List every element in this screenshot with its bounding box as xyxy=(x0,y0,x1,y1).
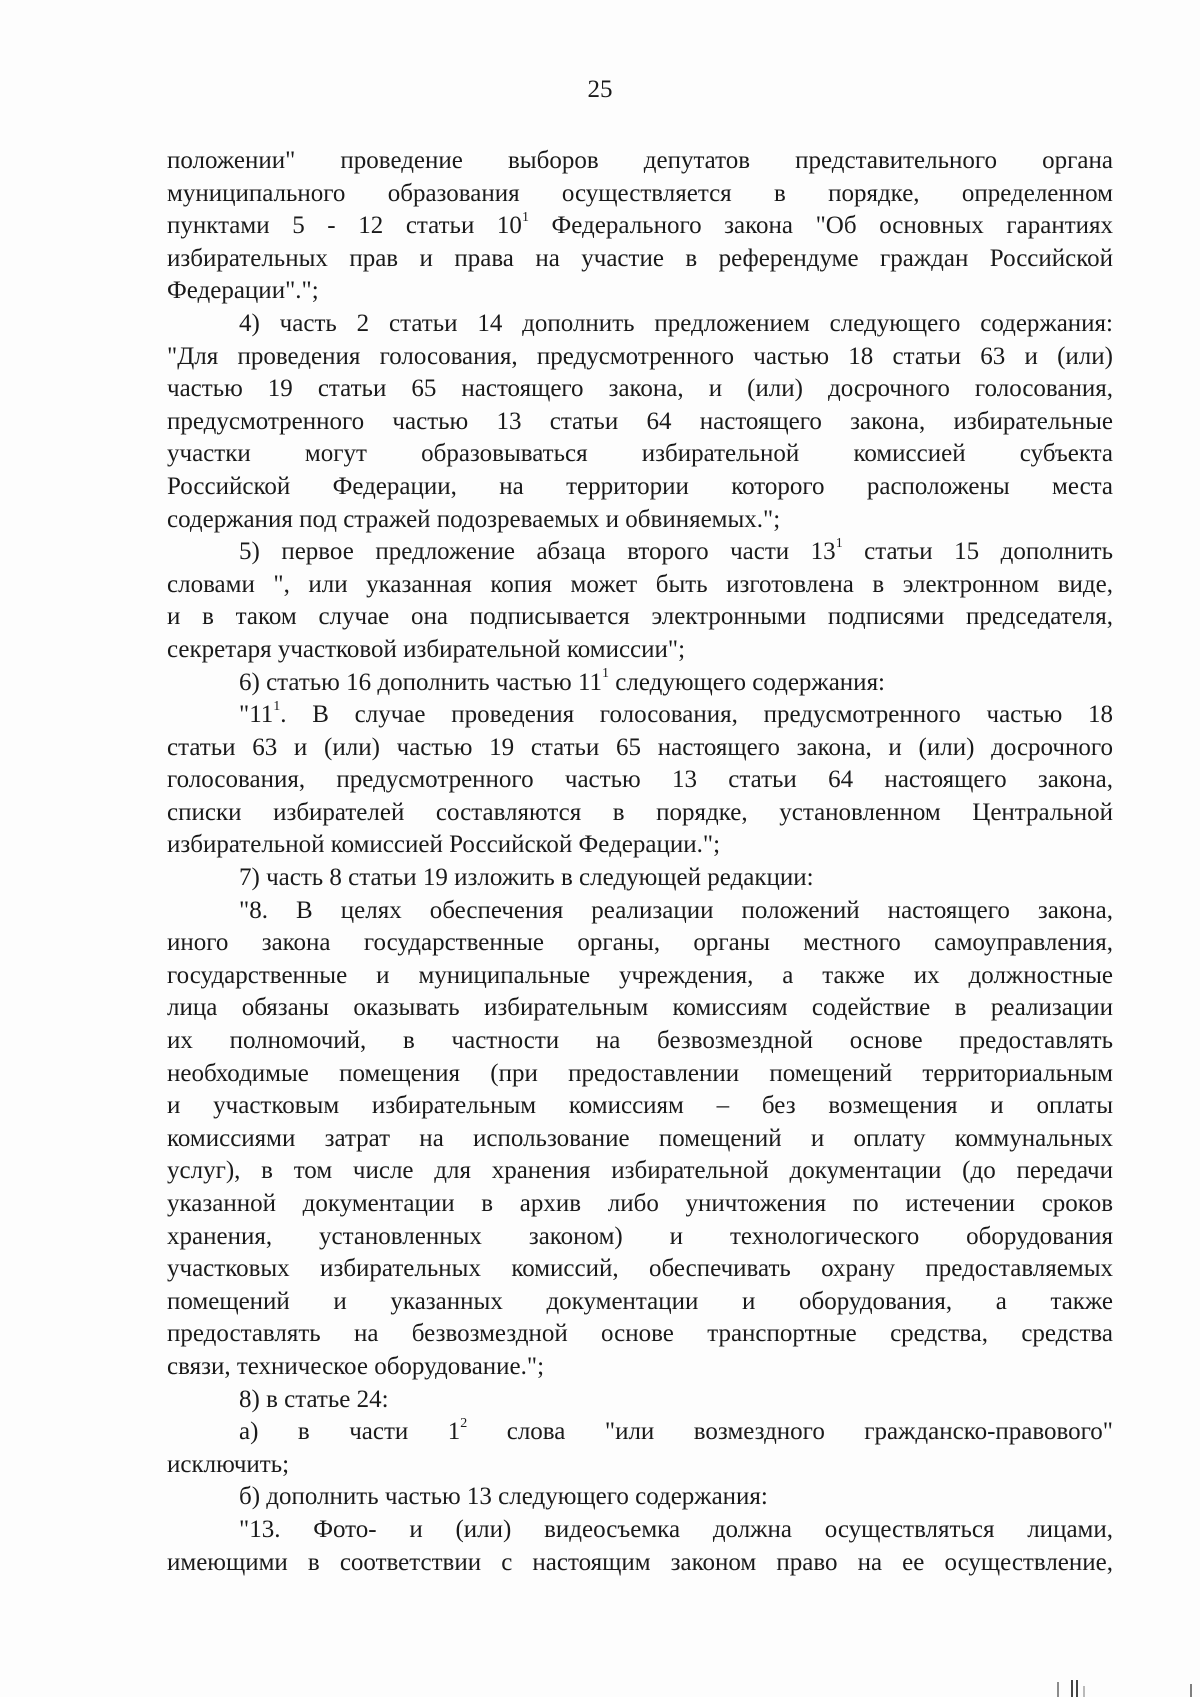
text-line xyxy=(167,667,1113,700)
superscript: 1 xyxy=(602,666,610,682)
text-line: избирательных прав и права на участие в референдуме граждан Российской xyxy=(167,244,1113,272)
paragraph-quote-11-1 xyxy=(167,699,1113,862)
text-line: 8) в статье 24: xyxy=(239,1385,389,1413)
paragraph-item-4 xyxy=(167,308,1113,536)
text-line xyxy=(167,210,1113,243)
text-line: их полномочий, в частности на безвозмездной основе предоставлять xyxy=(167,1027,1113,1055)
text-line: частью 19 статьи 65 настоящего закона, и (или) досрочного голосования, xyxy=(167,375,1113,403)
text-fragment: а) в части 1 xyxy=(239,1418,461,1446)
text-fragment: слова "или возмездного гражданско-правового" xyxy=(467,1418,1113,1446)
paragraph-quote-13 xyxy=(167,1514,1113,1579)
text-line: комиссиями затрат на использование помещений и оплату коммунальных xyxy=(167,1124,1113,1152)
text-line xyxy=(167,536,1113,569)
text-line: услуг), в том числе для хранения избирательной документации (до передачи xyxy=(167,1157,1113,1185)
text-line: участковых избирательных комиссий, обеспечивать охрану предоставляемых xyxy=(167,1255,1113,1283)
text-line xyxy=(167,1416,1113,1449)
text-line: имеющими в соответствии с настоящим законом право на ее осуществление, xyxy=(167,1548,1113,1576)
page-number: 25 xyxy=(587,76,613,103)
text-line: статьи 63 и (или) частью 19 статьи 65 настоящего закона, и (или) досрочного xyxy=(167,733,1113,761)
text-fragment: 6) статью 16 дополнить частью 11 xyxy=(239,668,603,696)
text-line xyxy=(167,699,1113,732)
text-line: хранения, установленных законом) и технологического оборудования xyxy=(167,1222,1113,1250)
text-line: 7) часть 8 статьи 19 изложить в следующей редакции: xyxy=(239,864,814,892)
text-line: списки избирателей составляются в порядке, установленном Центральной xyxy=(167,798,1113,826)
text-line: исключить; xyxy=(167,1450,290,1478)
text-fragment: "11 xyxy=(239,701,274,729)
text-line: и в таком случае она подписывается электронными подписями председателя, xyxy=(167,603,1113,631)
paragraph-item-6 xyxy=(167,667,1113,700)
text-line: необходимые помещения (при предоставлении помещений территориальным xyxy=(167,1059,1113,1087)
text-line: связи, техническое оборудование."; xyxy=(167,1352,545,1380)
document-body xyxy=(167,145,1113,1579)
paragraph-item-8 xyxy=(167,1384,1113,1417)
text-fragment: следующего содержания: xyxy=(609,668,886,696)
paragraph-item-8a xyxy=(167,1416,1113,1481)
text-line: муниципального образования осуществляется в порядке, определенном xyxy=(167,179,1113,207)
text-line: иного закона государственные органы, органы местного самоуправления, xyxy=(167,929,1113,957)
text-line: указанной документации в архив либо уничтожения по истечении сроков xyxy=(167,1190,1113,1217)
text-line: лица обязаны оказывать избирательным комиссиям содействие в реализации xyxy=(167,994,1113,1022)
text-line: предусмотренного частью 13 статьи 64 настоящего закона, избирательные xyxy=(167,407,1113,435)
scan-edge-marks xyxy=(1050,1676,1200,1697)
paragraph-quote-8 xyxy=(167,895,1113,1384)
superscript: 1 xyxy=(521,209,529,225)
text-line: участки могут образовываться избирательной комиссией субъекта xyxy=(167,440,1113,468)
paragraph-item-8b xyxy=(167,1481,1113,1514)
paragraph-item-5 xyxy=(167,536,1113,666)
paragraph-item-7 xyxy=(167,862,1113,895)
text-line: государственные и муниципальные учреждения, а также их должностные xyxy=(167,961,1113,989)
text-fragment: пунктами 5 - 12 статьи 10 xyxy=(167,212,522,240)
text-fragment: 5) первое предложение абзаца второго части 13 xyxy=(239,538,836,566)
text-line: секретаря участковой избирательной комиссии"; xyxy=(167,635,686,663)
text-line: положении" проведение выборов депутатов представительного органа xyxy=(167,147,1113,174)
text-line: помещений и указанных документации и оборудования, а также xyxy=(167,1287,1113,1315)
text-line: "8. В целях обеспечения реализации положений настоящего закона, xyxy=(239,896,1113,924)
text-line: избирательной комиссией Российской Федерации."; xyxy=(167,831,721,859)
text-line: содержания под стражей подозреваемых и обвиняемых."; xyxy=(167,505,781,533)
text-line: Российской Федерации, на территории которого расположены места xyxy=(167,472,1113,500)
superscript: 2 xyxy=(460,1415,468,1431)
text-line: "Для проведения голосования, предусмотренного частью 18 статьи 63 и (или) xyxy=(167,342,1113,370)
text-line: предоставлять на безвозмездной основе транспортные средства, средства xyxy=(167,1320,1113,1348)
text-fragment: статьи 15 дополнить xyxy=(842,538,1113,566)
paragraph-continuation xyxy=(167,145,1113,308)
text-line: "13. Фото- и (или) видеосъемка должна осуществляться лицами, xyxy=(239,1515,1113,1543)
text-fragment: . В случае проведения голосования, предусмотренного частью 18 xyxy=(280,701,1113,729)
text-line: 4) часть 2 статьи 14 дополнить предложением следующего содержания: xyxy=(239,309,1113,337)
text-line: б) дополнить частью 13 следующего содержания: xyxy=(239,1483,768,1511)
text-line: и участковым избирательным комиссиям – без возмещения и оплаты xyxy=(167,1092,1113,1120)
text-line: словами ", или указанная копия может быть изготовлена в электронном виде, xyxy=(167,570,1113,598)
text-line: Федерации"."; xyxy=(167,277,319,305)
text-fragment: Федерального закона "Об основных гарантиях xyxy=(528,212,1113,240)
superscript: 1 xyxy=(273,698,281,714)
text-line: голосования, предусмотренного частью 13 статьи 64 настоящего закона, xyxy=(167,766,1113,794)
superscript: 1 xyxy=(835,535,843,551)
